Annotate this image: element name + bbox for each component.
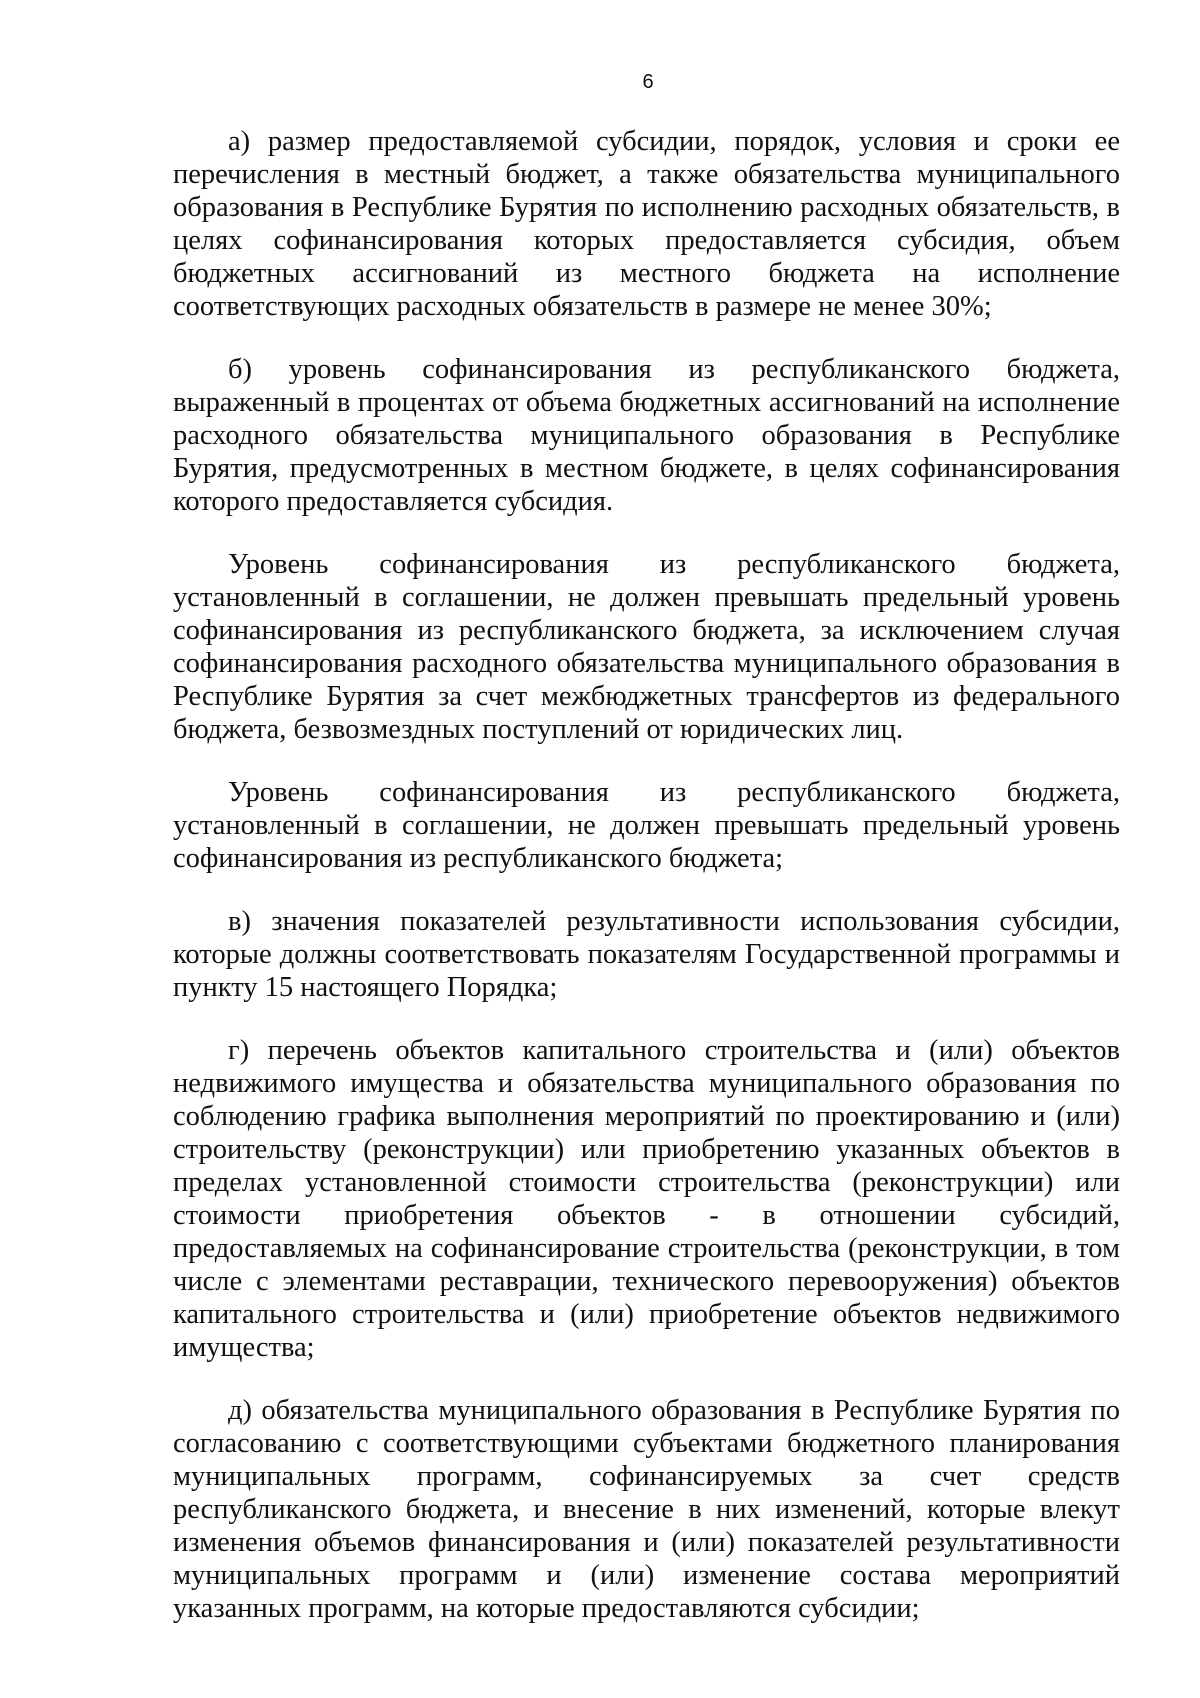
paragraph-b: б) уровень софинансирования из республиканского бюджета, выраженный в процентах от объема бюджетных ассигнований на исполнение расходного обязательства муниципального образования в Республике Бурятия, предусмотренных в местном бюджете, в целях софинансирования которого предоставляется субсидия. bbox=[173, 354, 1120, 517]
document-body bbox=[173, 125, 1120, 1655]
paragraph-cofinancing-level-1: Уровень софинансирования из республиканского бюджета, установленный в соглашении, не должен превышать предельный уровень софинансирования из республиканского бюджета, за исключением случая софинансирования расходного обязательства муниципального образования в Республике Бурятия за счет межбюджетных трансфертов из федерального бюджета, безвозмездных поступлений от юридических лиц. bbox=[173, 549, 1120, 745]
paragraph-cofinancing-level-2: Уровень софинансирования из республиканского бюджета, установленный в соглашении, не должен превышать предельный уровень софинансирования из республиканского бюджета; bbox=[173, 777, 1120, 874]
page-number: 6 bbox=[642, 71, 654, 93]
paragraph-g: г) перечень объектов капитального строительства и (или) объектов недвижимого имущества и обязательства муниципального образования по соблюдению графика выполнения мероприятий по проектированию и (или) строительству (реконструкции) или приобретению указанных объектов в пределах установленной стоимости строительства (реконструкции) или стоимости приобретения объектов - в отношении субсидий, предоставляемых на софинансирование строительства (реконструкции, в том числе с элементами реставрации, технического перевооружения) объектов капитального строительства и (или) приобретение объектов недвижимого имущества; bbox=[173, 1035, 1120, 1363]
paragraph-a: а) размер предоставляемой субсидии, порядок, условия и сроки ее перечисления в местный бюджет, а также обязательства муниципального образования в Республике Бурятия по исполнению расходных обязательств, в целях софинансирования которых предоставляется субсидия, объем бюджетных ассигнований из местного бюджета на исполнение соответствующих расходных обязательств в размере не менее 30%; bbox=[173, 126, 1120, 322]
paragraph-d: д) обязательства муниципального образования в Республике Бурятия по согласованию с соответствующими субъектами бюджетного планирования муниципальных программ, софинансируемых за счет средств республиканского бюджета, и внесение в них изменений, которые влекут изменения объемов финансирования и (или) показателей результативности муниципальных программ и (или) изменение состава мероприятий указанных программ, на которые предоставляются субсидии; bbox=[173, 1395, 1120, 1624]
paragraph-v: в) значения показателей результативности использования субсидии, которые должны соответствовать показателям Государственной программы и пункту 15 настоящего Порядка; bbox=[173, 906, 1120, 1003]
